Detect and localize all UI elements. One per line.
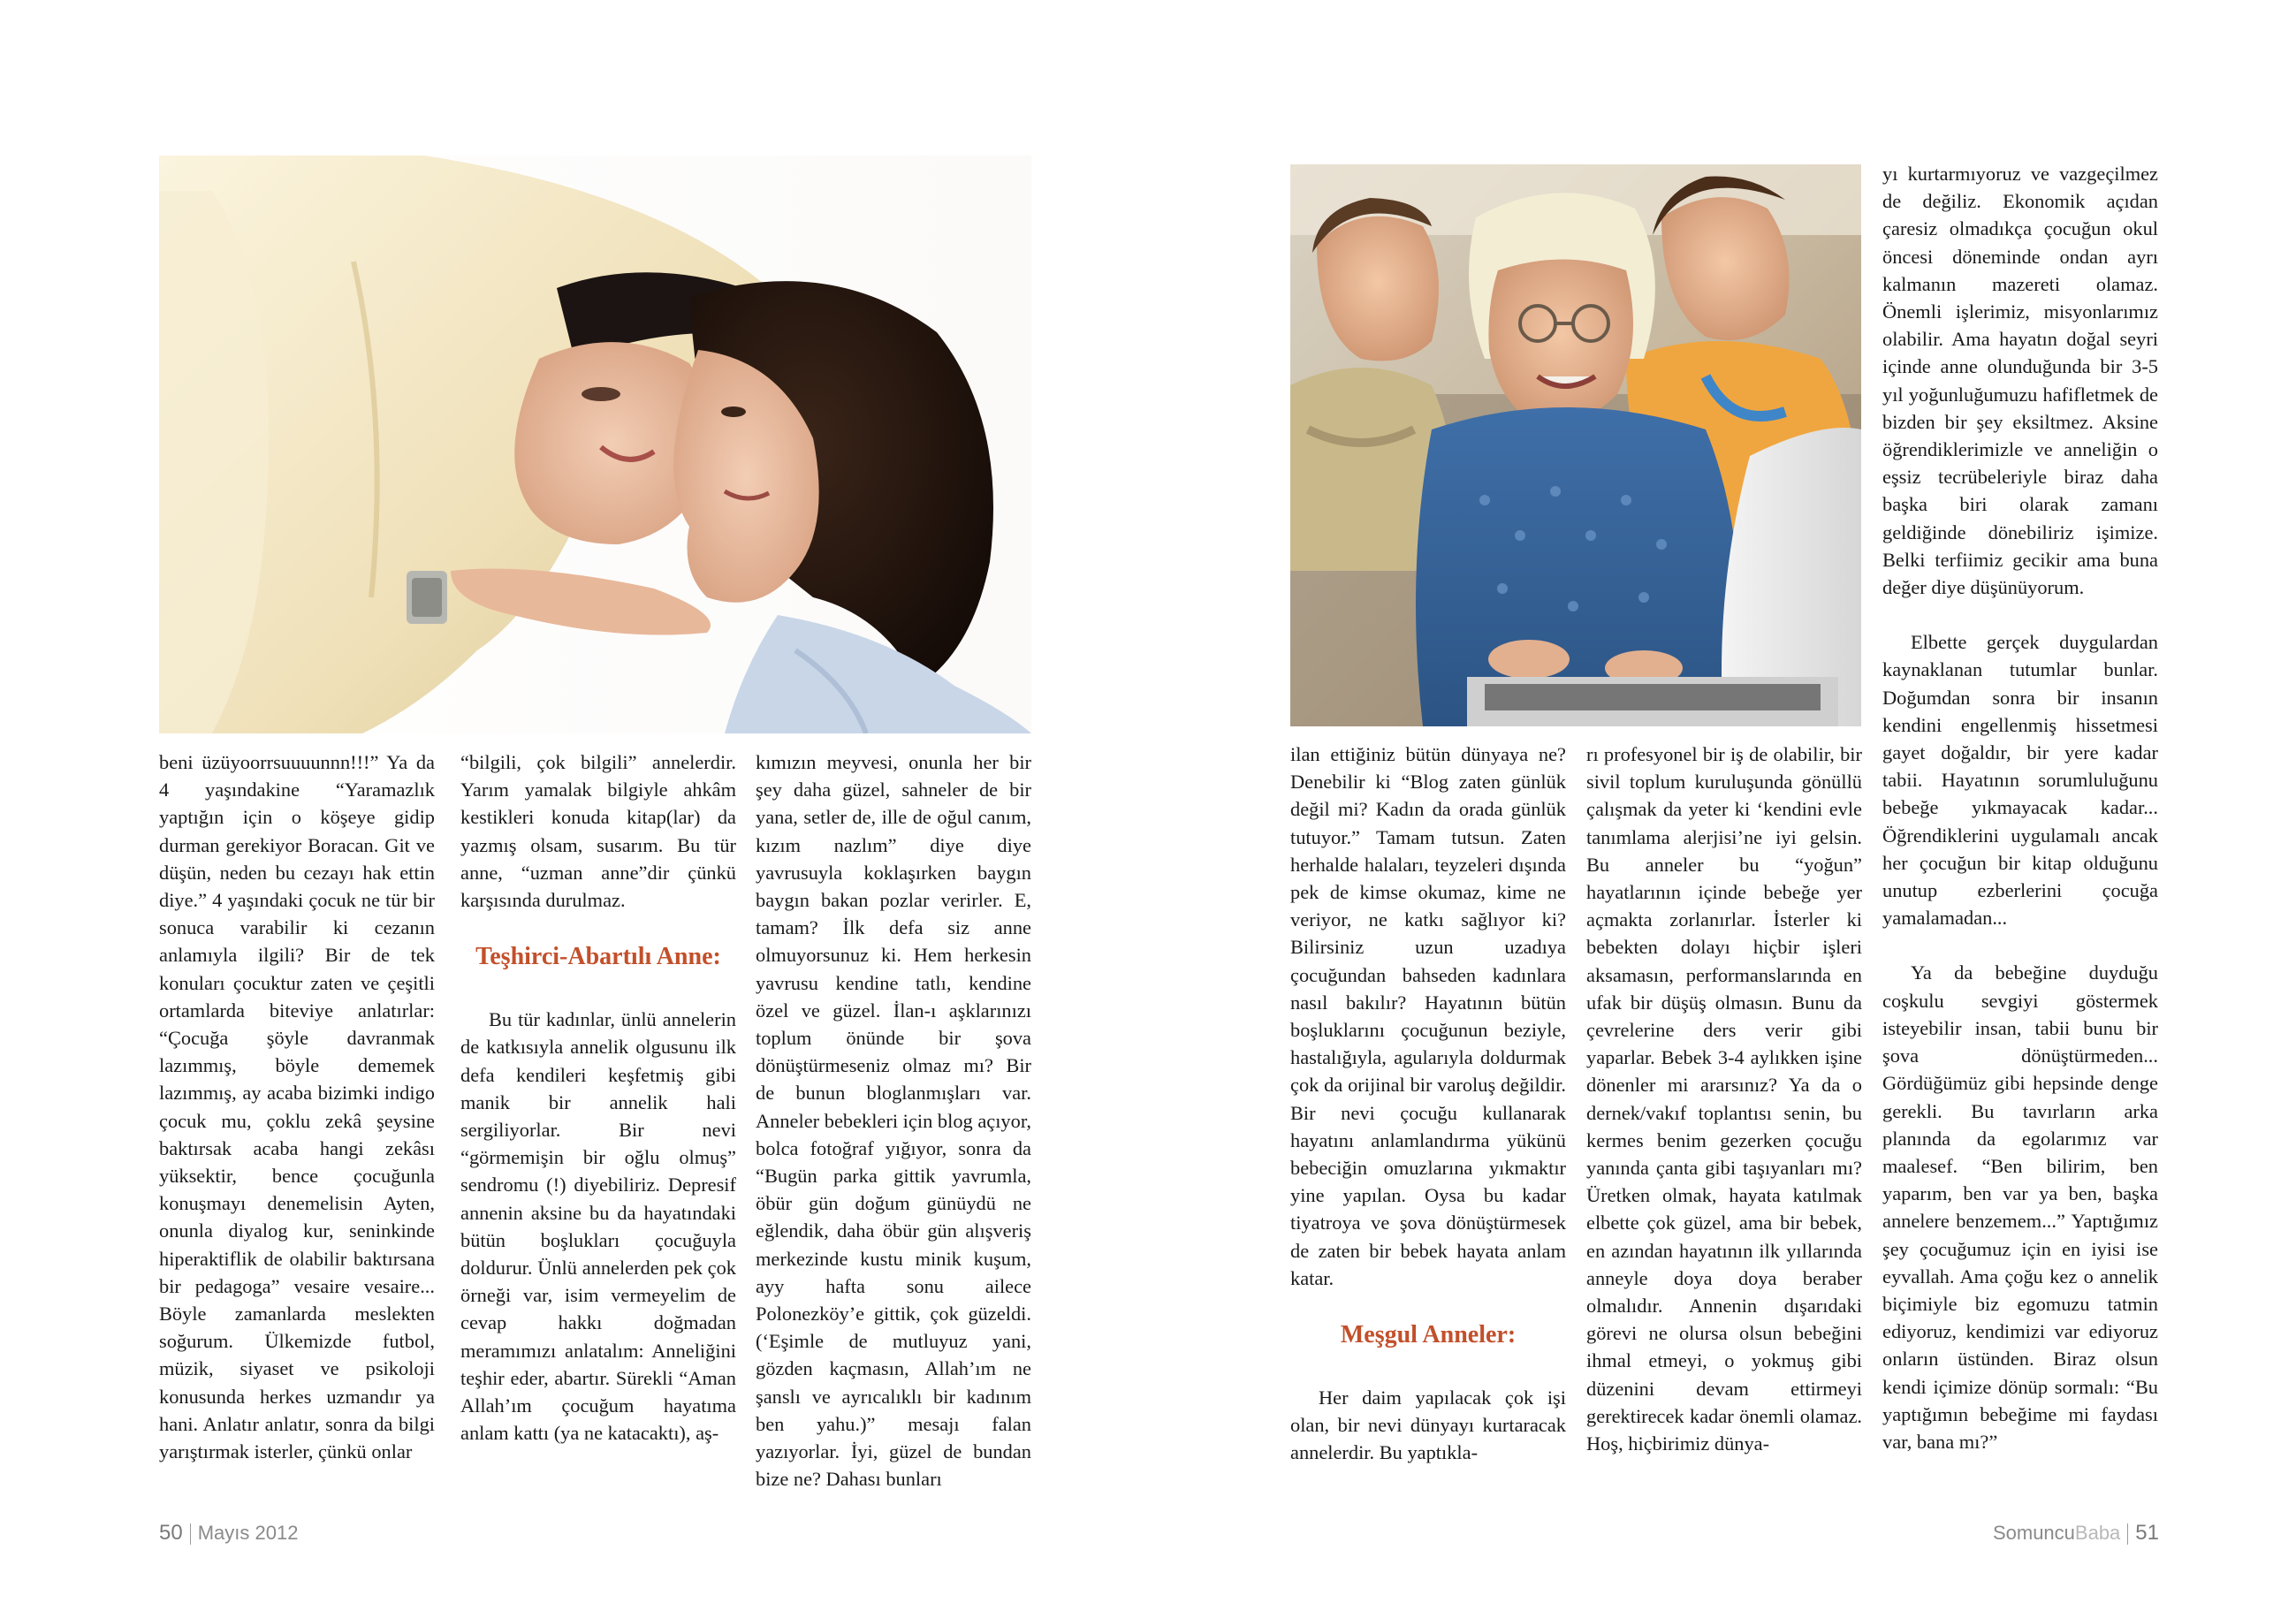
left-column-3 [756,748,1031,1493]
mother-child-photo [159,156,1031,733]
body-paragraph: beni üzüyoorrsuuuunnn!!!” Ya da 4 yaşındakine “Yaramazlık yaptığın için o köşeye gidip durman gerekiyor Boracan. Git ve düşün, neden bu cezayı hak ettin diye.” 4 yaşındaki çocuk ne tür bir sonuca varabilir ki cezanın anlamıyla ilgili? Bir de tek konuları çocuktur zaten ve çeşitli ortamlarda biteviye anlatırlar: “Çocuğa şöyle davranmak lazımmış, böyle dememek lazımmış, ay acaba bizimki indigo çocuk mu, çoklu zekâ şeysine baktırsak acaba hangi zekâsı yüksektir, bence çocuğunla konuşmayı denemelisin Ayten, onunla diyalog kur, seninkinde hiperaktiflik de olabilir baktırsana bir pedagoga” vesaire vesaire... Böyle zamanlarda meslekten soğurum. Ülkemizde futbol, müzik, siyaset ve psikoloji konusunda herkes uzmandır ya hani. Anlatır anlatır, sonra da bilgi yarıştırmak isterler, çünkü onlar [159,751,435,1463]
body-paragraph: Elbette gerçek duygulardan kaynaklanan tutumlar bunlar. Doğumdan sonra bir insanın kendini engellenmiş hissetmesi gayet doğaldır, bir yere kadar tabii. Hayatının sorumluluğunu bebeğe yıkmayacak kadar... Öğrendiklerini uygulamalı ancak her çocuğun bir kitap olduğunu unutup ezberlerini çocuğa yamalamadan... [1882,631,2158,930]
page-number: 51 [2135,1521,2159,1545]
body-paragraph: rı profesyonel bir iş de olabilir, bir sivil toplum kuruluşunda gönüllü çalışmak da yeter ki ‘kendini evle tanımlama alerjisi’ne iyi gelsin. Bu anneler bu “yoğun” hayatlarının içinde bebeğe yer açmakta zorlanırlar. İsterler ki bebekten dolayı hiçbir işleri aksamasın, performanslarında en ufak bir düşüş olmasın. Bunu da çevrelerine ders verir gibi yaparlar. Bebek 3-4 aylıkken işine dönenler mi ararsınız? Ya da o dernek/vakıf toplantısı senin, bu kermes benim gezerken çocuğu yanında çanta gibi taşıyanları mı? Üretken olmak, hayata katılmak elbette çok güzel, ama bir bebek, en azından hayatının ilk yıllarında anneyle doya doya beraber olmalıdır. Annenin dışarıdaki görevi ne olursa olsun bebeğini ihmal etmeyi, o yokmuş gibi düzenini devam ettirmeyi gerektirecek kadar önemli olamaz. Hoş, hiçbirimiz dünya- [1586,743,1862,1455]
body-paragraph: Ya da bebeğine duyduğu coşkulu sevgiyi göstermek isteyebilir insan, tabii bunu bir şova dönüştürmeden... Gördüğümüz gibi hepsinde denge gerekli. Bu tavırların arka planında da egolarımız var maalesef. “Ben bilirim, ben yaparım, ben var ya ben, başka annelere benzemem...” Yaptığımız şey çocuğumuz için en iyisi ise eyvallah. Ama çoğu kez o annelik biçimiyle biz egomuzu tatmin ediyoruz, kendimizi var ediyoruz onların üstünden. Biraz olsun kendi içimize dönüp sormalı: “Bu yaptığımın bebeğime mi faydası var, bana mı?” [1882,961,2158,1453]
folio-divider [190,1523,191,1545]
left-column-1 [159,748,435,1465]
right-page-folio [1993,1522,2159,1545]
right-column-2 [1586,741,1862,1457]
right-column-3 [1882,160,2158,1455]
page-number: 50 [159,1521,183,1545]
body-paragraph: ilan ettiğiniz bütün dünyaya ne? Denebilir ki “Blog zaten günlük değil mi? Kadın da orada günlük tutuyor.” Tamam tutsun. Zaten herhalde halaları, teyzeleri dışında pek de kimse okumaz, kime ne veriyor, ne katkı sağlıyor ki? Bilirsiniz uzun uzadıya çocuğundan bahseden kadınlara nasıl bakılır? Hayatının bütün boşluklarını çocuğunun beziyle, hastalığıyla, agularıyla doldurmak çok da orijinal bir varoluş değildir. Bir nevi çocuğu kullanarak hayatını anlamlandırma yükünü bebeciğin omuzlarına yıkmaktır yine yapılan. Oysa bu kadar tiyatroya ve şova dönüştürmesek de zaten bir bebek hayata anlam katar. [1290,743,1566,1289]
section-heading: Teşhirci-Abartılı Anne: [475,943,721,971]
right-column-1 [1290,741,1566,1467]
left-page-folio [159,1522,298,1545]
body-paragraph: Her daim yapılacak çok işi olan, bir nevi dünyayı kurtaracak annelerdir. Bu yaptıkla- [1290,1386,1566,1464]
body-paragraph: “bilgili, çok bilgili” annelerdir. Yarım yamalak bilgiyle ahkâm kestikleri konuda kitap(lar) da yazmış olsam, susarım. Bu tür anne, “uzman anne”dir çünkü karşısında durulmaz. [460,751,736,912]
body-paragraph: kımızın meyvesi, onunla her bir şey daha güzel, sahneler de bir yana, setler de, ille de oğul canım, kızım nazlım” diye diye yavrusuyla koklaşırken baygın baygın bakan pozlar verirler. E, tamam? İlk defa siz anne olmuyorsunuz ki. Hem herkesin yavrusu kendine tatlı, kendine özel ve güzel. İlan-ı aşklarınızı toplum önünde bir şova dönüştürmeseniz olmaz mı? Bir de bunun bloglanmışları var. Anneler bebekleri için blog açıyor, bolca fotoğraf yığıyor, sonra da “Bugün parka gittik yavrumla, öbür gün doğum günüydü ne eğlendik, daha öbür gün alışveriş merkezinde kustu minik kuşum, ayy hafta sonu ailece Polonezköy’e gittik, çok güzeldi. (‘Eşimle de mutluyuz yani, gözden kaçmasın, Allah’ım ne şanslı ve ayrıcalıklı bir kadınım ben yahu.)” mesajı falan yazıyorlar. İyi, güzel de bundan bize ne? Dahası bunları [756,751,1031,1491]
issue-date: Mayıs 2012 [197,1522,299,1544]
section-heading: Meşgul Anneler: [1340,1321,1517,1349]
magazine-brand: SomuncuBaba [1992,1522,2121,1544]
body-paragraph: yı kurtarmıyoruz ve vazgeçilmez de değiliz. Ekonomik açıdan çaresiz olmadıkça çocuğun okul öncesi döneminde ondan ayrı kalmanın mazereti olamaz. Önemli işlerimiz, misyonlarımız olabilir. Ama hayatın doğal seyri içinde anne olunduğunda bir 3-5 yıl yoğunluğumuzu hafifletmek de bizden bir şey eksiltmez. Aksine öğrendiklerimizle ve anneliğin o eşsiz tecrübeleriyle biraz daha başka biri olarak zamanı geldiğinde dönebiliriz işimize. Belki terfiimiz gecikir ama buna değer diye düşünüyorum. [1882,163,2158,599]
left-column-2 [460,748,736,1447]
grandmother-laptop-photo [1290,164,1861,726]
folio-divider [2127,1523,2128,1545]
body-paragraph: Bu tür kadınlar, ünlü annelerin de katkısıyla annelik olgusunu ilk defa kendileri keşfetmiş gibi manik bir annelik hali sergiliyorlar. Bir nevi “görmemişin bir oğlu olmuş” sendromu (!) diyebiliriz. Depresif annenin aksine bu da hayatındaki bütün boşlukları çocuğuyla doldurur. Ünlü annelerden pek çok örneği var, isim vermeyelim de cevap hakkı doğmadan meramımızı anlatalım: Anneliğini teşhir eder, abartır. Sürekli “Aman Allah’ım çocuğum hayatıma anlam kattı (ya ne katacaktı), aş- [460,1008,736,1445]
